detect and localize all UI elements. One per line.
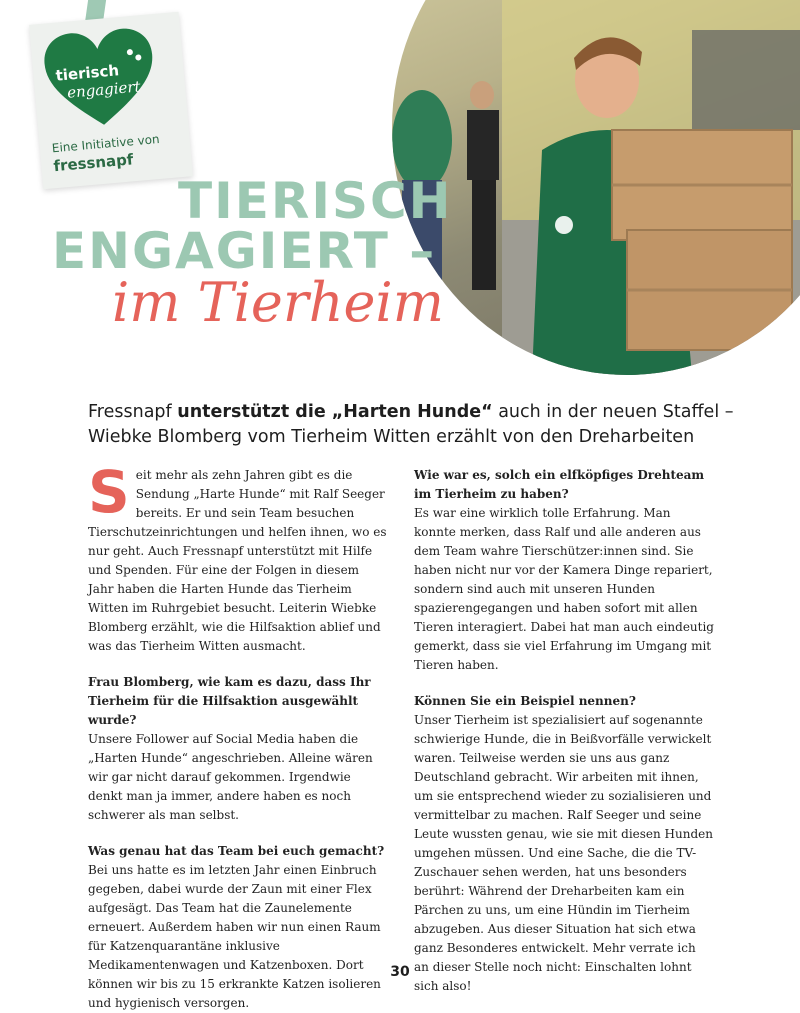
subtitle-part1: Fressnapf bbox=[88, 402, 178, 422]
hero-photo bbox=[392, 0, 800, 375]
badge-brand-name: fressnapf bbox=[52, 150, 135, 176]
drop-cap: S bbox=[88, 458, 130, 526]
answer-1: Unsere Follower auf Social Media haben die „Harten Hunde“ angeschrieben. Alleine wären wir gar nicht darauf gekommen. Irgendwie denkt man ja immer, andere haben es noch schwerer als man selbst. bbox=[88, 732, 373, 822]
subtitle-part2: auch in der neuen Staffel – Wiebke Blomberg vom Tierheim Witten erzählt von den Dreharbeiten bbox=[88, 402, 734, 447]
badge-logo-line2: engagiert bbox=[66, 77, 142, 102]
intro-paragraph bbox=[88, 458, 388, 656]
badge-logo-line1: tierisch bbox=[54, 61, 120, 85]
question-1: Frau Blomberg, wie kam es dazu, dass Ihr Tierheim für die Hilfsaktion ausgewählt wurde? bbox=[88, 675, 371, 727]
article-column-right bbox=[414, 466, 714, 996]
subtitle-bold: unterstützt die „Harten Hunde“ bbox=[177, 402, 493, 422]
page-number: 30 bbox=[390, 964, 410, 980]
answer-3: Es war eine wirklich tolle Erfahrung. Man konnte merken, dass Ralf und alle anderen aus dem Team wahre Tierschützer:innen sind. Sie haben nicht nur vor der Kamera Dinge repariert, sondern sind auch mit unseren Hunden spazierengegangen und haben sofort mit allen Tieren interagiert. Dabei hat man auch eindeutig gemerkt, dass sie viel Erfahrung im Umgang mit Tieren haben. bbox=[414, 506, 714, 672]
question-3: Wie war es, solch ein elfköpfiges Drehteam im Tierheim zu haben? bbox=[414, 468, 705, 501]
intro-text: eit mehr als zehn Jahren gibt es die Sendung „Harte Hunde“ mit Ralf Seeger bereits. Er und sein Team besuchen Tierschutzeinrichtungen und helfen ihnen, wo es nur geht. Auch Fressnapf unterstützt mit Hilfe und Spenden. Für eine der Folgen in diesem Jahr haben die Harten Hunde das Tierheim Witten im Ruhrgebiet besucht. Leiterin Wiebke Blomberg erzählt, wie die Hilfsaktion ablief und was das Tierheim Witten ausmacht. bbox=[88, 468, 387, 653]
headline-line1: TIERISCH bbox=[178, 172, 453, 230]
badge-initiative-text: Eine Initiative von bbox=[51, 131, 161, 156]
answer-4: Unser Tierheim ist spezialisiert auf sogenannte schwierige Hunde, die in Beißvorfälle verwickelt waren. Teilweise werden sie uns aus ganz Deutschland gebracht. Wir arbeiten mit ihnen, um sie entsprechend wieder zu sozialisieren und vermittelbar zu machen. Ralf Seeger und seine Leute wussten genau, wie sie mit diesen Hunden umgehen müssen. Und eine Sache, die die TV-Zuschauer sehen werden, hat uns besonders berührt: Während der Dreharbeiten kam ein Pärchen zu uns, um eine Hündin im Tierheim abzugeben. Aus dieser Situation hat sich etwa ganz Besonderes entwickelt. Mehr verrate ich an dieser Stelle noch nicht: Einschalten lohnt sich also! bbox=[414, 713, 713, 993]
question-2: Was genau hat das Team bei euch gemacht? bbox=[88, 844, 385, 858]
headline-line2: ENGAGIERT – bbox=[52, 222, 437, 280]
initiative-badge bbox=[29, 12, 193, 189]
article-column-left bbox=[88, 458, 388, 1013]
headline-line3: im Tierheim bbox=[112, 271, 444, 334]
question-4: Können Sie ein Beispiel nennen? bbox=[414, 694, 636, 708]
answer-2: Bei uns hatte es im letzten Jahr einen Einbruch gegeben, dabei wurde der Zaun mit einer Flex aufgesägt. Das Team hat die Zaunelemente erneuert. Außerdem haben wir nun einen Raum für Katzenquarantäne inklusive Medikamentenwagen und Katzenboxen. Dort können wir bis zu 15 erkrankte Katzen isolieren und hygienisch versorgen. bbox=[88, 863, 381, 1010]
subtitle bbox=[88, 400, 748, 450]
